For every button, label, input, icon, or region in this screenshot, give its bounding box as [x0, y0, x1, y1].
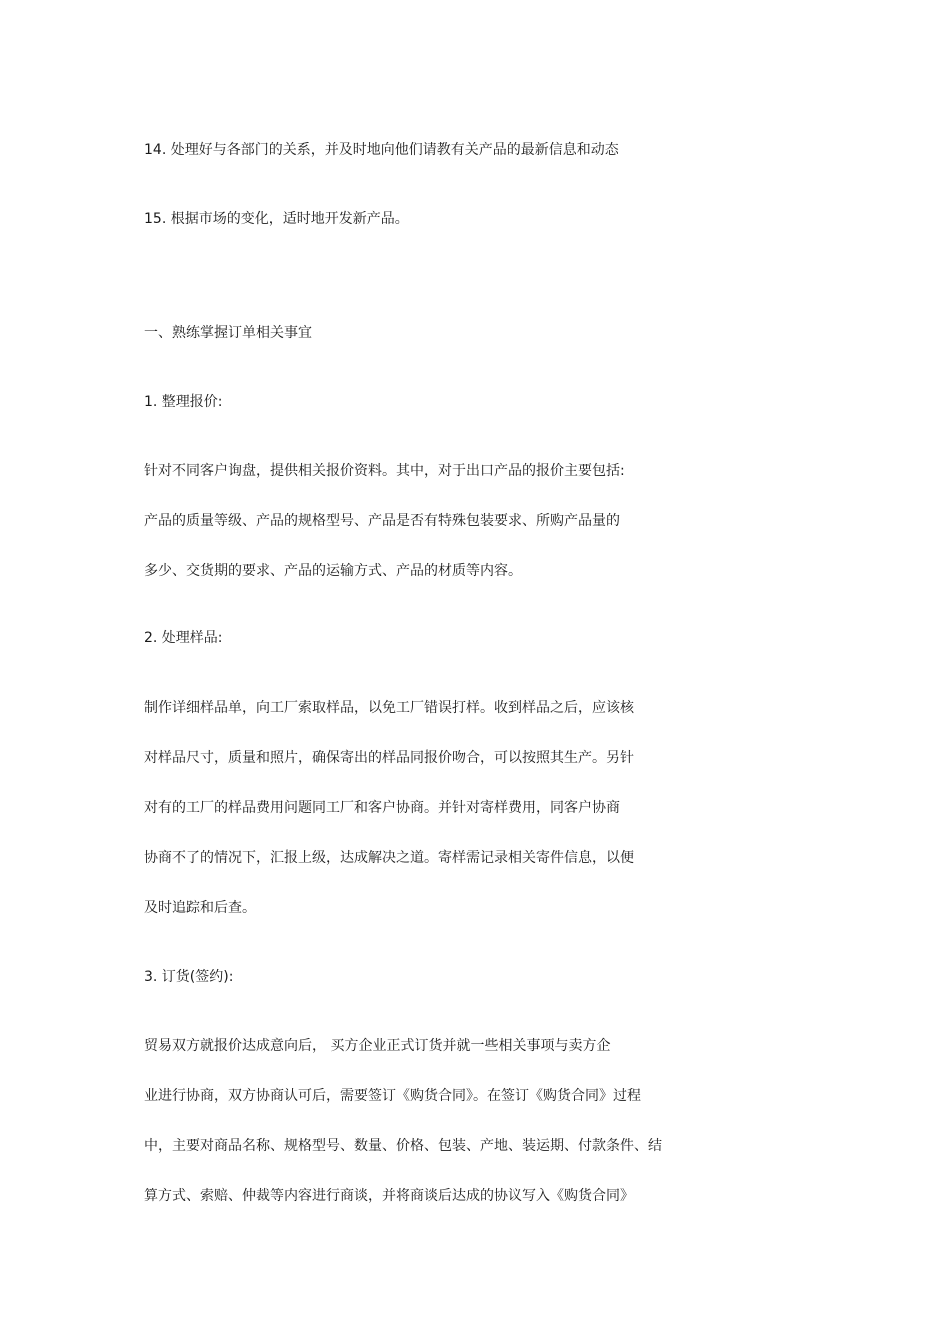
paragraph-line: 及时追踪和后查。: [144, 900, 256, 916]
paragraph-line: 多少、交货期的要求、产品的运输方式、产品的材质等内容。: [144, 563, 522, 579]
paragraph-line: 贸易双方就报价达成意向后， 买方企业正式订货并就一些相关事项与卖方企: [144, 1038, 611, 1054]
list-item-15: 15. 根据市场的变化，适时地开发新产品。: [144, 211, 409, 227]
section-heading: 一、熟练掌握订单相关事宜: [144, 325, 312, 341]
paragraph-line: 业进行协商，双方协商认可后，需要签订《购货合同》。在签订《购货合同》过程: [144, 1088, 641, 1104]
paragraph-line: 中，主要对商品名称、规格型号、数量、价格、包装、产地、装运期、付款条件、结: [144, 1138, 662, 1154]
paragraph-line: 对样品尺寸，质量和照片，确保寄出的样品同报价吻合，可以按照其生产。另针: [144, 750, 634, 766]
paragraph-line: 算方式、索赔、仲裁等内容进行商谈，并将商谈后达成的协议写入《购货合同》: [144, 1188, 634, 1204]
subheading-quote: 1. 整理报价:: [144, 394, 223, 410]
paragraph-line: 制作详细样品单，向工厂索取样品，以免工厂错误打样。收到样品之后，应该核: [144, 700, 634, 716]
paragraph-line: 产品的质量等级、产品的规格型号、产品是否有特殊包装要求、所购产品量的: [144, 513, 620, 529]
paragraph-line: 针对不同客户询盘，提供相关报价资料。其中，对于出口产品的报价主要包括:: [144, 463, 625, 479]
paragraph-line: 对有的工厂的样品费用问题同工厂和客户协商。并针对寄样费用，同客户协商: [144, 800, 620, 816]
subheading-samples: 2. 处理样品:: [144, 630, 223, 646]
subheading-order: 3. 订货(签约):: [144, 969, 234, 985]
list-item-14: 14. 处理好与各部门的关系，并及时地向他们请教有关产品的最新信息和动态: [144, 142, 619, 158]
paragraph-line: 协商不了的情况下，汇报上级，达成解决之道。寄样需记录相关寄件信息，以便: [144, 850, 634, 866]
